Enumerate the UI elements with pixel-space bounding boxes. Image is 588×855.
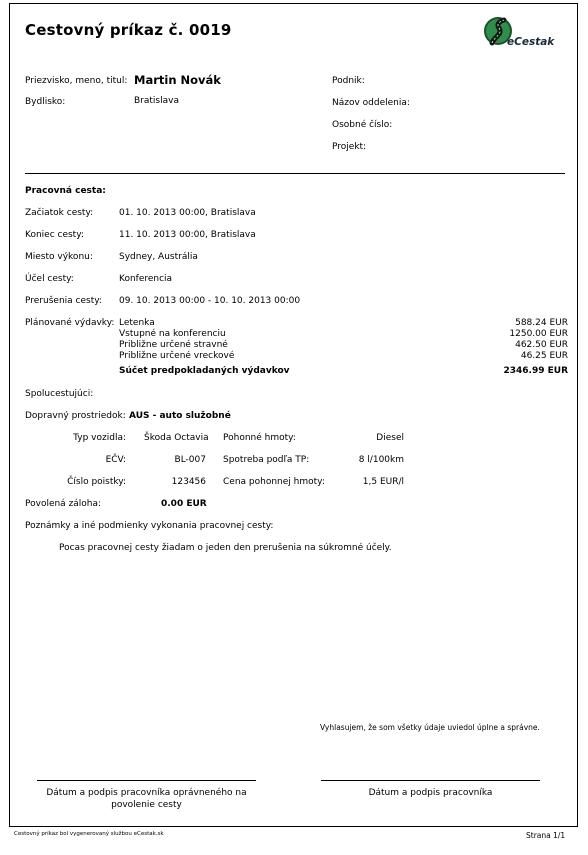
trip-end-value: 11. 10. 2013 00:00, Bratislava [119,230,256,240]
fuel-label: Pohonné hmoty: [223,433,296,443]
trip-start-label: Začiatok cesty: [25,208,94,218]
expense-name: Približne určené stravné [119,340,228,350]
notes-label: Poznámky a iné podmienky vykonania pracovnej cesty: [25,521,274,531]
employee-signature-line [321,780,540,781]
ecv-value: BL-007 [174,455,206,465]
personal-number-label: Osobné číslo: [332,120,393,130]
expense-name: Približne určené vreckové [119,351,235,361]
section-divider [25,173,565,174]
insurance-label: Číslo poistky: [67,477,126,487]
consumption-label: Spotreba podľa TP: [223,455,310,465]
trip-end-label: Koniec cesty: [25,230,84,240]
fuel-price-label: Cena pohonnej hmoty: [223,477,325,487]
advance-value: 0.00 EUR [161,499,207,509]
project-label: Projekt: [332,142,367,152]
fuel-price-value: 1,5 EUR/l [362,477,404,487]
name-value: Martin Novák [134,73,221,87]
location-value: Sydney, Austrália [119,252,198,262]
expense-amount: 1250.00 EUR [509,329,568,339]
address-label: Bydlisko: [25,97,66,107]
consumption-value: 8 l/100km [358,455,404,465]
location-label: Miesto výkonu: [25,252,93,262]
companions-label: Spolucestujúci: [25,389,94,399]
transport-value: AUS - auto služobné [129,411,231,421]
trip-section-title: Pracovná cesta: [25,186,106,196]
department-label: Názov oddelenia: [332,98,410,108]
footer-page-number: Strana 1/1 [526,831,566,840]
purpose-label: Účel cesty: [25,274,74,284]
vehicle-type-value: Škoda Octavia [144,433,209,443]
advance-label: Povolená záloha: [25,499,102,509]
logo-text: eCestak [507,36,555,48]
interruptions-value: 09. 10. 2013 00:00 - 10. 10. 2013 00:00 [119,296,301,306]
expense-name: Letenka [119,318,155,328]
planned-expenses-label: Plánované výdavky: [25,318,115,328]
fuel-value: Diesel [376,433,404,443]
document-title: Cestovný príkaz č. 0019 [25,21,232,39]
interruptions-label: Prerušenia cesty: [25,296,102,306]
trip-start-value: 01. 10. 2013 00:00, Bratislava [119,208,256,218]
purpose-value: Konferencia [119,274,173,284]
expense-amount: 46.25 EUR [520,351,568,361]
declaration-text: Vyhlasujem, že som všetky údaje uviedol úplne a správne. [320,723,540,732]
ecestak-logo [477,13,569,51]
expenses-total-value: 2346.99 EUR [503,366,568,376]
authorized-signature-line [37,780,256,781]
transport-label: Dopravný prostriedok: [25,411,126,421]
expense-amount: 588.24 EUR [515,318,568,328]
address-value: Bratislava [134,96,179,106]
expense-name: Vstupné na konferenciu [119,329,226,339]
expenses-total-label: Súčet predpokladaných výdavkov [119,366,290,376]
authorized-signature-caption: Dátum a podpis pracovníka oprávneného na povolenie cesty [46,788,247,810]
document-page [9,3,578,827]
expense-amount: 462.50 EUR [515,340,568,350]
notes-text: Pocas pracovnej cesty žiadam o jeden den prerušenia na súkromné účely. [59,543,392,553]
insurance-value: 123456 [171,477,206,487]
employee-signature-caption: Dátum a podpis pracovníka [368,788,493,798]
footer-generated-note: Cestovný príkaz bol vygenerovaný službou eCestak.sk [14,831,164,837]
name-label: Priezvisko, meno, titul: [25,76,128,86]
company-label: Podnik: [332,76,365,86]
ecv-label: EČV: [105,455,126,465]
vehicle-type-label: Typ vozidla: [73,433,126,443]
